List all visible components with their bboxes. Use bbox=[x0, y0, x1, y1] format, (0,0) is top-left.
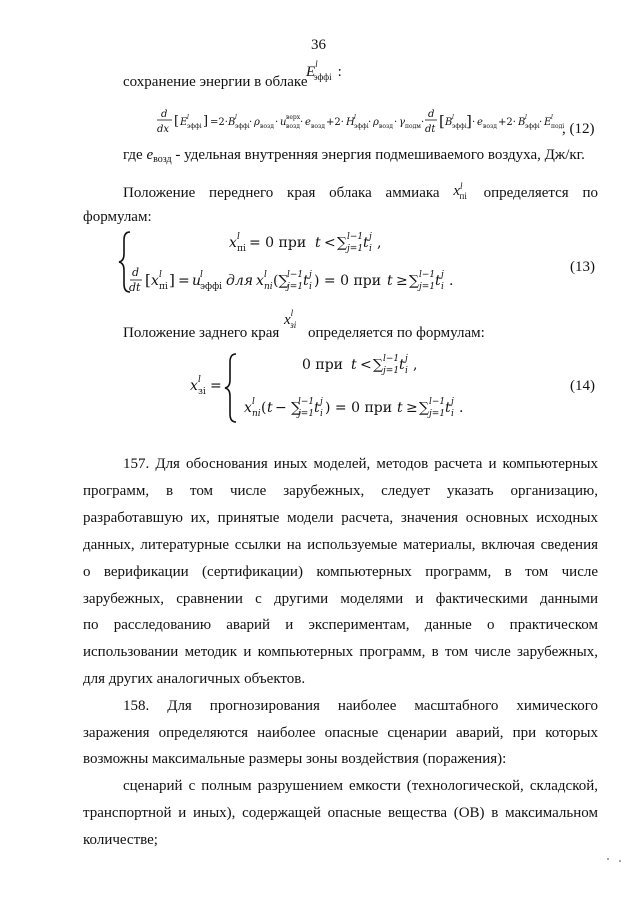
svg-text:эффi: эффi bbox=[452, 123, 467, 130]
svg-text:j: j bbox=[320, 397, 323, 407]
svg-text:x: x bbox=[229, 235, 237, 251]
svg-text:·: · bbox=[394, 117, 398, 128]
svg-text:(∑: (∑ bbox=[273, 273, 289, 289]
svg-text:l−1: l−1 bbox=[419, 270, 436, 280]
svg-text:j=1: j=1 bbox=[429, 409, 446, 419]
svg-text:эффi: эффi bbox=[200, 282, 223, 292]
scenario-line-2: транспортной и иных), содержащей опасные вещества (ОВ) в максимальном bbox=[83, 805, 598, 821]
equation-12-number: , (12) bbox=[562, 121, 595, 137]
intro-energy-symbol: $E^l_{эффi}$ : bbox=[306, 59, 342, 82]
svg-text:]: ] bbox=[169, 271, 175, 289]
svg-text:·: · bbox=[421, 117, 425, 128]
para-157-line-6: зарубежных, сравнении с другими моделями и фактическими данными bbox=[83, 591, 598, 607]
equation-13-number: (13) bbox=[570, 259, 595, 275]
svg-text:d: d bbox=[132, 266, 140, 279]
svg-text:возд: возд bbox=[311, 123, 325, 130]
svg-text:l−1: l−1 bbox=[383, 354, 400, 364]
svg-text:j: j bbox=[405, 354, 408, 364]
para-157-line-3: разработавшую их, принятые модели расчета, значения основных исходных bbox=[83, 510, 598, 526]
equation-13 bbox=[118, 228, 488, 296]
svg-text:∑: ∑ bbox=[409, 273, 419, 289]
svg-text:E: E bbox=[180, 117, 188, 128]
svg-text:l: l bbox=[452, 114, 454, 121]
svg-text:,: , bbox=[377, 235, 382, 251]
svg-text:E: E bbox=[544, 117, 552, 128]
svg-text:l: l bbox=[525, 114, 527, 121]
svg-text:t: t bbox=[399, 357, 405, 373]
svg-text:·: · bbox=[472, 117, 476, 128]
svg-text:подм: подм bbox=[405, 123, 421, 130]
svg-text:j: j bbox=[451, 397, 454, 407]
svg-text:B: B bbox=[228, 117, 236, 128]
svg-text:x: x bbox=[151, 273, 159, 289]
svg-text:<: < bbox=[360, 357, 372, 373]
svg-text:.: . bbox=[459, 400, 464, 416]
scenario-line-1: сценарий с полным разрушением емкости (технологической, складской, bbox=[123, 778, 598, 794]
para-157-line-1: 157. Для обоснования иных моделей, методов расчета и компьютерных bbox=[123, 456, 598, 472]
svg-text:эффi: эффi bbox=[525, 123, 540, 130]
svg-text:l: l bbox=[200, 270, 203, 280]
svg-text:t: t bbox=[363, 235, 369, 251]
para-157-line-4: данных, литературные ссылки на используемые материалы, включая сведения bbox=[83, 537, 598, 553]
svg-text:t: t bbox=[351, 357, 357, 373]
svg-text:.: . bbox=[449, 273, 454, 289]
svg-text:t: t bbox=[314, 400, 320, 416]
svg-text:·: · bbox=[275, 117, 279, 128]
rear-edge-line: Положение заднего края bbox=[123, 325, 280, 341]
front-edge-line: Положение переднего края облака аммиака $x^l_{пi}$ определяется по bbox=[123, 181, 598, 201]
svg-text:t: t bbox=[435, 273, 441, 289]
svg-text:l: l bbox=[198, 375, 201, 385]
svg-text:t: t bbox=[445, 400, 451, 416]
svg-text:j: j bbox=[369, 232, 372, 242]
svg-text:]: ] bbox=[466, 112, 472, 130]
svg-text:l: l bbox=[237, 232, 240, 242]
svg-text:x: x bbox=[190, 378, 198, 394]
front-edge-line2: формулам: bbox=[83, 209, 152, 225]
equation-14-number: (14) bbox=[570, 378, 595, 394]
svg-text:=2·: =2· bbox=[210, 117, 228, 128]
svg-text:ρ: ρ bbox=[373, 117, 379, 128]
svg-text:x: x bbox=[244, 400, 252, 416]
svg-text:i: i bbox=[369, 244, 372, 254]
svg-text:e: e bbox=[305, 117, 311, 128]
para-157-line-8: использовании методик и компьютерных программ, в том числе зарубежных, bbox=[83, 644, 598, 660]
svg-text:t: t bbox=[315, 235, 321, 251]
svg-text:зi: зi bbox=[198, 387, 206, 397]
svg-text:·: · bbox=[300, 117, 304, 128]
svg-text:B: B bbox=[445, 117, 453, 128]
intro-energy-text: сохранение энергии в облаке bbox=[123, 74, 308, 90]
svg-text:) = 0 при: ) = 0 при bbox=[314, 273, 382, 289]
svg-text:·: · bbox=[249, 117, 253, 128]
svg-text:l: l bbox=[354, 114, 356, 121]
svg-text:=: = bbox=[178, 273, 190, 289]
scan-speck bbox=[619, 860, 621, 862]
equation-14 bbox=[190, 350, 500, 426]
svg-text:верх: верх bbox=[286, 114, 301, 121]
svg-text:u: u bbox=[192, 273, 202, 289]
svg-text:]: ] bbox=[203, 114, 209, 129]
svg-text:+2·: +2· bbox=[326, 117, 344, 128]
svg-text:подi: подi bbox=[551, 123, 564, 130]
svg-text:для: для bbox=[226, 273, 254, 289]
svg-text:∑: ∑ bbox=[373, 357, 383, 373]
svg-text:l−1: l−1 bbox=[298, 397, 315, 407]
svg-text:j=1: j=1 bbox=[298, 409, 315, 419]
page-number: 36 bbox=[311, 37, 326, 53]
svg-text:t: t bbox=[387, 273, 393, 289]
para-157-line-7: по расследованию аварий и экспериментам, данные о практическом bbox=[83, 617, 598, 633]
svg-text:l: l bbox=[551, 114, 553, 121]
svg-text:e: e bbox=[477, 117, 483, 128]
rear-edge-symbol: $x^l_{зi}$ bbox=[284, 308, 297, 330]
svg-text:эффi: эффi bbox=[187, 123, 202, 130]
svg-text:,: , bbox=[413, 357, 418, 373]
svg-text:[: [ bbox=[174, 114, 180, 129]
para-158-line-2: заражения определяются наиболее опасные сценарии аварий, при которых bbox=[83, 725, 598, 741]
svg-text:эффi: эффi bbox=[354, 123, 369, 130]
svg-text:i: i bbox=[441, 282, 444, 292]
svg-text:эффi: эффi bbox=[235, 123, 250, 130]
svg-text:пi: пi bbox=[159, 282, 168, 292]
svg-text:·: · bbox=[539, 117, 543, 128]
equation-12 bbox=[124, 104, 564, 140]
svg-text:(: ( bbox=[261, 400, 267, 416]
svg-text:l: l bbox=[159, 270, 162, 280]
svg-text:t: t bbox=[303, 273, 309, 289]
svg-text:d: d bbox=[428, 109, 435, 120]
svg-text:j=1: j=1 bbox=[419, 282, 436, 292]
svg-text:= 0 при: = 0 при bbox=[249, 235, 307, 251]
svg-text:l: l bbox=[235, 114, 237, 121]
svg-text:γ: γ bbox=[399, 117, 405, 128]
svg-text:dt: dt bbox=[129, 281, 141, 294]
scan-speck bbox=[607, 858, 609, 860]
front-edge-symbol: $x^l_{пi}$ bbox=[453, 181, 467, 201]
svg-text:пi: пi bbox=[237, 244, 246, 254]
svg-text:dx: dx bbox=[157, 124, 170, 135]
svg-text:ρ: ρ bbox=[254, 117, 260, 128]
svg-text:=: = bbox=[210, 378, 222, 394]
svg-text:возд: возд bbox=[483, 123, 497, 130]
svg-text:пi: пi bbox=[264, 282, 273, 292]
svg-text:пi: пi bbox=[252, 409, 261, 419]
svg-text:j: j bbox=[309, 270, 312, 280]
svg-text:d: d bbox=[161, 109, 168, 120]
svg-text:i: i bbox=[320, 409, 323, 419]
rear-edge-text2: определяется по формулам: bbox=[308, 325, 485, 341]
svg-text:≥: ≥ bbox=[406, 400, 418, 416]
svg-text:) = 0 при: ) = 0 при bbox=[325, 400, 393, 416]
svg-text:l: l bbox=[264, 270, 267, 280]
svg-text:l: l bbox=[252, 397, 255, 407]
svg-text:i: i bbox=[451, 409, 454, 419]
svg-text:t: t bbox=[397, 400, 403, 416]
svg-text:j=1: j=1 bbox=[287, 282, 304, 292]
svg-text:0 при: 0 при bbox=[302, 357, 343, 373]
svg-text:t: t bbox=[267, 400, 273, 416]
svg-text:i: i bbox=[309, 282, 312, 292]
svg-text:l−1: l−1 bbox=[287, 270, 304, 280]
svg-text:l−1: l−1 bbox=[429, 397, 446, 407]
svg-text:l−1: l−1 bbox=[347, 232, 364, 242]
para-158-line-3: возможны максимальные размеры зоны воздействия (поражения): bbox=[83, 751, 507, 767]
svg-text:l: l bbox=[187, 114, 189, 121]
svg-text:[: [ bbox=[145, 271, 151, 289]
svg-text:[: [ bbox=[439, 112, 445, 130]
svg-text:x: x bbox=[256, 273, 264, 289]
svg-text:u: u bbox=[280, 117, 287, 128]
svg-text:возд: возд bbox=[260, 123, 274, 130]
svg-text:∑: ∑ bbox=[337, 235, 347, 251]
intro-energy-line bbox=[123, 75, 307, 90]
svg-text:dt: dt bbox=[425, 124, 436, 135]
svg-text:возд: возд bbox=[286, 123, 300, 130]
svg-text:j=1: j=1 bbox=[347, 244, 364, 254]
svg-text:H: H bbox=[346, 117, 355, 128]
para-158-line-1: 158. Для прогнозирования наиболее масштабного химического bbox=[123, 698, 598, 714]
svg-text:возд: возд bbox=[379, 123, 393, 130]
para-157-line-9: для других аналогичных объектов. bbox=[83, 671, 306, 687]
svg-text:B: B bbox=[518, 117, 526, 128]
svg-text:∑: ∑ bbox=[419, 400, 429, 416]
svg-text:− ∑: − ∑ bbox=[275, 400, 302, 416]
para-157-line-2: программ, в том числе зарубежных, следует указать организацию, bbox=[83, 483, 598, 499]
equation-12-formula bbox=[124, 104, 564, 140]
para-157-line-5: о верификации (сертификации) компьютерных программ, в том числе bbox=[83, 564, 598, 580]
svg-text:·: · bbox=[368, 117, 372, 128]
svg-text:<: < bbox=[324, 235, 336, 251]
where-line: где $e_{возд}$ - удельная внутренняя энергия подмешиваемого воздуха, Дж/кг. bbox=[123, 147, 585, 165]
svg-text:≥: ≥ bbox=[396, 273, 408, 289]
svg-text:+2·: +2· bbox=[498, 117, 516, 128]
svg-text:j: j bbox=[441, 270, 444, 280]
svg-text:i: i bbox=[405, 366, 408, 376]
scenario-line-3: количестве; bbox=[83, 832, 158, 848]
svg-text:j=1: j=1 bbox=[383, 366, 400, 376]
